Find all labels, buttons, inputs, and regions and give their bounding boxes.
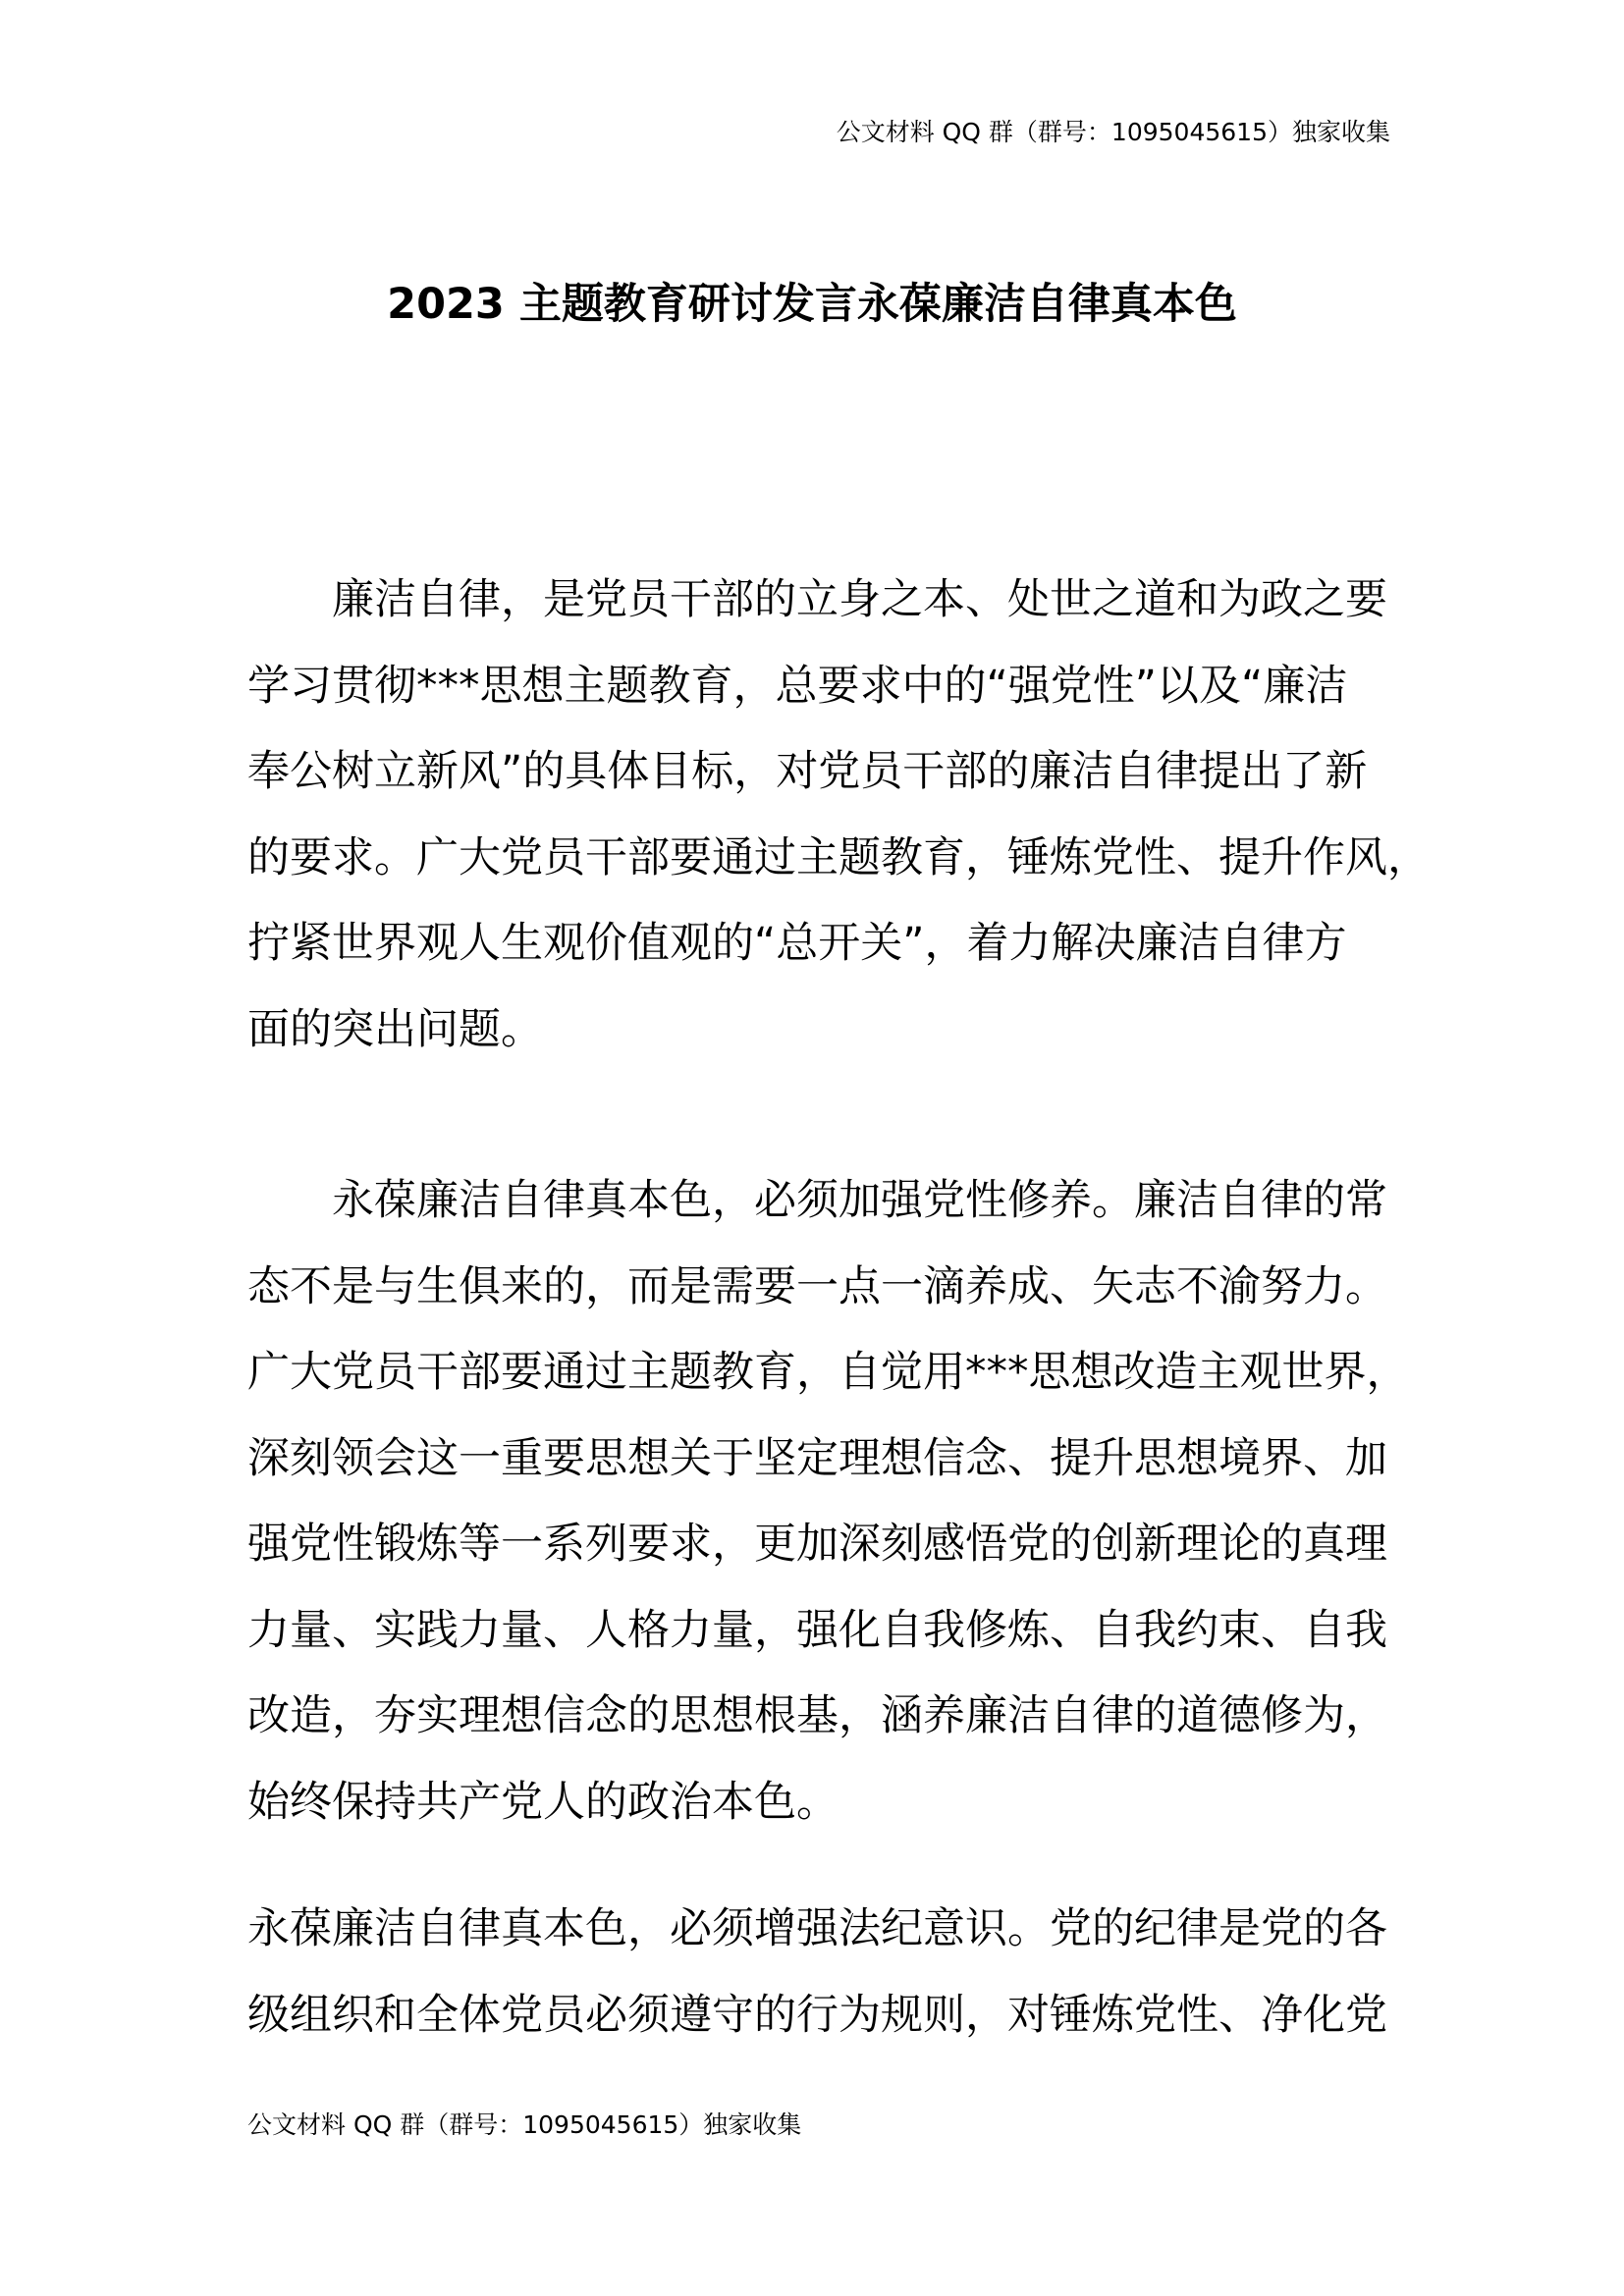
paragraph-2 [247,1158,1409,1845]
paragraph-line: 面的突出问题。 [247,1004,543,1054]
paragraph-line: 学习贯彻***思想主题教育，总要求中的“强党性”以及“廉洁 [247,661,1348,711]
paragraph-line: 拧紧世界观人生观价值观的“总开关”，着力解决廉洁自律方 [247,919,1347,968]
document-title: 2023 主题教育研讨发言永葆廉洁自律真本色 [387,280,1237,329]
paragraph-line: 强党性锻炼等一系列要求，更加深刻感悟党的创新理论的真理 [247,1520,1387,1569]
paragraph-line: 广大党员干部要通过主题教育，自觉用***思想改造主观世界， [247,1348,1409,1397]
header-watermark-note: 公文材料 QQ 群（群号：1095045615）独家收集 [836,118,1390,146]
paragraph-line: 深刻领会这一重要思想关于坚定理想信念、提升思想境界、加 [247,1433,1387,1483]
paragraph-line: 廉洁自律，是党员干部的立身之本、处世之道和为政之要 [332,575,1387,624]
paragraph-line: 态不是与生俱来的，而是需要一点一滴养成、矢志不渝努力。 [247,1261,1387,1311]
paragraph-3 [247,1887,1396,2058]
paragraph-1 [247,558,1430,1073]
paragraph-line: 奉公树立新风”的具体目标，对党员干部的廉洁自律提出了新 [247,747,1368,796]
footer-watermark-note: 公文材料 QQ 群（群号：1095045615）独家收集 [247,2110,802,2139]
paragraph-line: 始终保持共产党人的政治本色。 [247,1777,839,1827]
paragraph-line: 改造，夯实理想信念的思想根基，涵养廉洁自律的道德修为， [247,1691,1387,1740]
paragraph-line: 永葆廉洁自律真本色，必须增强法纪意识。党的纪律是党的各 [247,1904,1387,1953]
paragraph-line: 的要求。广大党员干部要通过主题教育，锤炼党性、提升作风， [247,832,1430,882]
paragraph-line: 力量、实践力量、人格力量，强化自我修炼、自我约束、自我 [247,1605,1387,1655]
paragraph-line: 级组织和全体党员必须遵守的行为规则，对锤炼党性、净化党 [247,1990,1387,2040]
paragraph-line: 永葆廉洁自律真本色，必须加强党性修养。廉洁自律的常 [332,1176,1387,1225]
